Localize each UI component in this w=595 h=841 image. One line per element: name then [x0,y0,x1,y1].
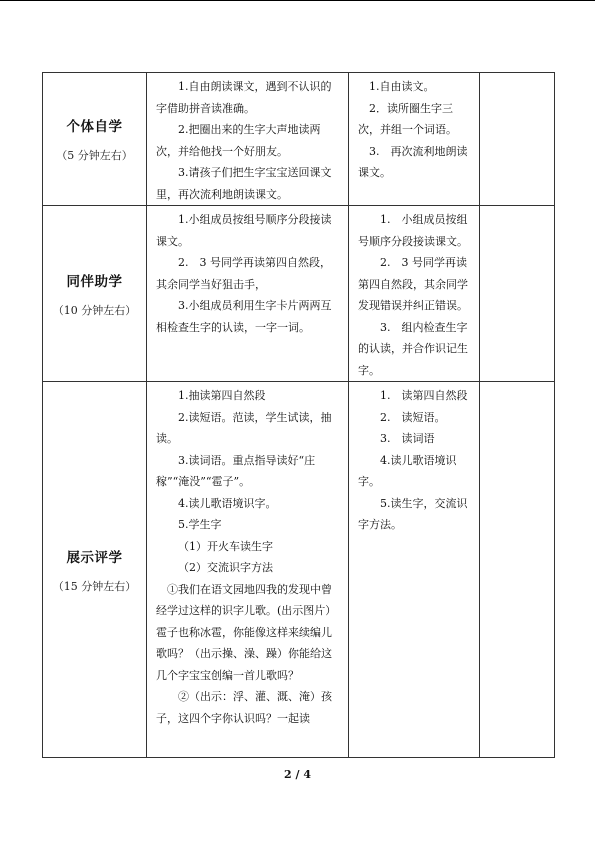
teacher-substep: ②（出示：浮、灌、溉、淹）孩子，这四个字你认识吗？一起读 [156,690,332,725]
stage-time: （5 分钟左右） [56,149,133,162]
teacher-step: 3.读词语。重点指导读好“庄稼”“淹没”“雹子”。 [156,453,316,488]
student-step: 5.读生字，交流识字方法。 [358,496,468,531]
teacher-step: 3.请孩子们把生字宝宝送回课文里，再次流利地朗读课文。 [156,166,332,201]
table-row [43,73,555,206]
stage-title: 个体自学 [66,119,123,135]
teacher-substep: （2）交流识字方法 [178,561,273,574]
student-activity-cell [349,73,480,206]
student-step: 3. 组内检查生字的认读，并合作识记生字。 [358,320,468,377]
notes-cell [480,73,555,206]
teacher-step: 1.抽读第四自然段 [178,389,266,402]
student-step: 3. 再次流利地朗读课文。 [358,144,468,179]
teacher-step: 2.读短语。范读，学生试读，抽读。 [156,410,332,445]
lesson-plan-table [42,72,555,758]
student-step: 1.自由读文。 [369,80,435,93]
teacher-substep: ①我们在语文园地四我的发现中曾经学过这样的识字儿歌。(出示图片）雹子也称冰雹，你能像这样来续编儿歌吗？（出示操、澡、躁）你能给这几个字宝宝创编一首儿歌吗？ [156,582,337,682]
teacher-step: 3.小组成员利用生字卡片两两互相检查生字的认读，一字一词。 [156,299,332,334]
teacher-step: 1.小组成员按组号顺序分段接读课文。 [156,213,332,248]
stage-time: （15 分钟左右） [52,579,137,593]
student-step: 1. 读第四自然段 [380,389,468,402]
stage-cell [43,382,147,758]
notes-cell [480,206,555,382]
stage-title: 同伴助学 [66,273,123,290]
teacher-step: 2. 3 号同学再读第四自然段，其余同学当好狙击手， [156,256,331,291]
teacher-step: 4.读儿歌语境识字。 [178,496,277,510]
student-step: 2. 3 号同学再读第四自然段，其余同学发现错误并纠正错误。 [358,256,468,312]
header-rule [0,0,595,1]
page-number: 2 / 4 [284,768,311,781]
stage-cell [43,73,147,206]
stage-title: 展示评学 [66,549,123,566]
teacher-step: 2.把圈出来的生字大声地读两次，并给他找一个好朋友。 [156,123,321,158]
student-activity-cell [349,206,480,382]
student-step: 2. 读短语。 [380,410,446,424]
table-row [43,382,555,758]
teacher-activity-cell [147,382,349,758]
table-row [43,206,555,382]
student-step: 1. 小组成员按组号顺序分段接读课文。 [358,213,468,248]
student-step: 2．读所圈生字三次，并组一个词语。 [358,101,457,136]
student-activity-cell [349,382,480,758]
student-step: 3. 读词语 [380,432,435,445]
teacher-activity-cell [147,73,349,206]
teacher-substep: （1）开火车读生字 [178,539,273,553]
stage-time: （10 分钟左右） [52,303,137,317]
teacher-step: 1.自由朗读课文，遇到不认识的字借助拼音读准确。 [156,80,332,115]
student-step: 4.读儿歌语境识字。 [358,453,457,488]
notes-cell [480,382,555,758]
teacher-activity-cell [147,206,349,382]
stage-cell [43,206,147,382]
teacher-step: 5.学生字 [178,518,222,531]
